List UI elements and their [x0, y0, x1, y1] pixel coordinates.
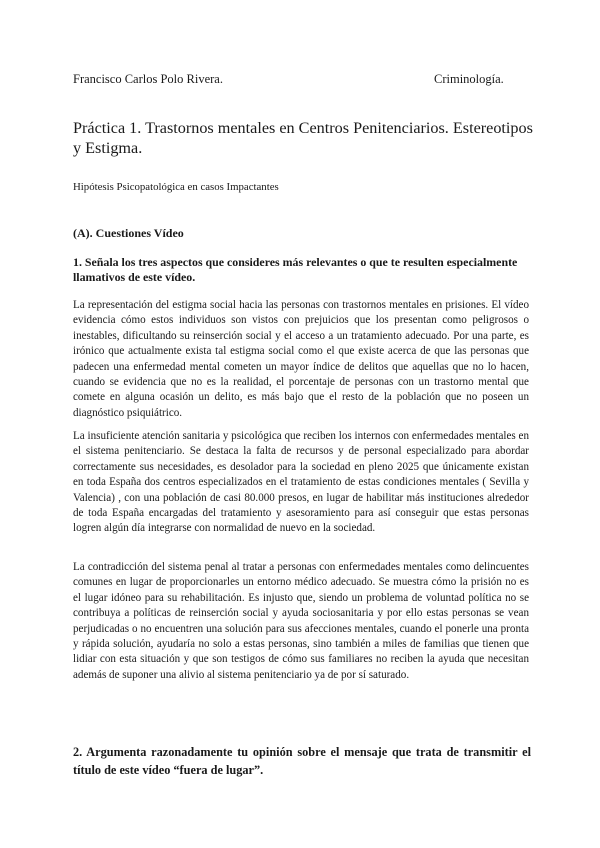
- document-subtitle: Hipótesis Psicopatológica en casos Impactantes: [73, 181, 279, 193]
- section-heading: (A). Cuestiones Vídeo: [73, 226, 184, 240]
- answer-paragraph-1: La representación del estigma social hacia las personas con trastornos mentales en prisiones. El vídeo evidencia cómo estos individuos son vistos con prejuicios que los presentan como peligrosos o inestables, dificultando su reinserción social y el acceso a un tratamiento adecuado. Por una parte, es irónico que actualmente exista tal estigma social como el que existe acerca de que las personas que padecen una enfermedad mental cometen un mayor índice de delitos que aquellas que no lo hacen, cuando se evidencia que no es la realidad, el porcentaje de personas con un trastorno mental que comete en alguna ocasión un delito, es más bajo que el resto de la población que no poseen un diagnóstico psiquiátrico.: [73, 299, 529, 419]
- answer-paragraph-3: La contradicción del sistema penal al tratar a personas con enfermedades mentales como delincuentes comunes en lugar de proporcionarles un entorno médico adecuado. Se muestra cómo la prisión no es el lugar idóneo para su rehabilitación. Es injusto que, siendo un problema de voluntad política no se contribuya a políticas de reinserción social y ayuda sociosanitaria y por ello estas personas se vean perjudicadas o no encuentren una solución para sus afecciones mentales, cuando el ponerle una pronta y rápida solución, ayudaría no solo a estas personas, sino también a miles de familias que tienen que lidiar con esta situación y que son testigos de cómo sus familiares no reciben la ayuda que necesitan además de suponer una alivio al sistema penitenciario ya de por sí saturado.: [73, 561, 529, 681]
- subject-name: Criminología.: [434, 72, 504, 86]
- question-1: 1. Señala los tres aspectos que consideres más relevantes o que te resulten especialmente llamativos de este vídeo.: [73, 255, 518, 284]
- question-2: 2. Argumenta razonadamente tu opinión sobre el mensaje que trata de transmitir el título de este vídeo “fuera de lugar”.: [73, 745, 531, 777]
- author-name: Francisco Carlos Polo Rivera.: [73, 72, 223, 86]
- document-title: Práctica 1. Trastornos mentales en Centros Penitenciarios. Estereotipos y Estigma.: [73, 119, 533, 157]
- answer-paragraph-2: La insuficiente atención sanitaria y psicológica que reciben los internos con enfermedades mentales en el sistema penitenciario. Se destaca la falta de recursos y de personal especializado para abordar correctamente sus necesidades, es desolador para la sociedad en pleno 2025 que únicamente existan en toda España dos centros especializados en el tratamiento de estas condiciones mentales ( Sevilla y Valencia) , con una población de casi 80.000 presos, en lugar de habilitar más instituciones alrededor de toda España encargadas del tratamiento y asesoramiento para así conseguir que estas personas logren algún día integrarse con normalidad de nuevo en la sociedad.: [73, 430, 529, 535]
